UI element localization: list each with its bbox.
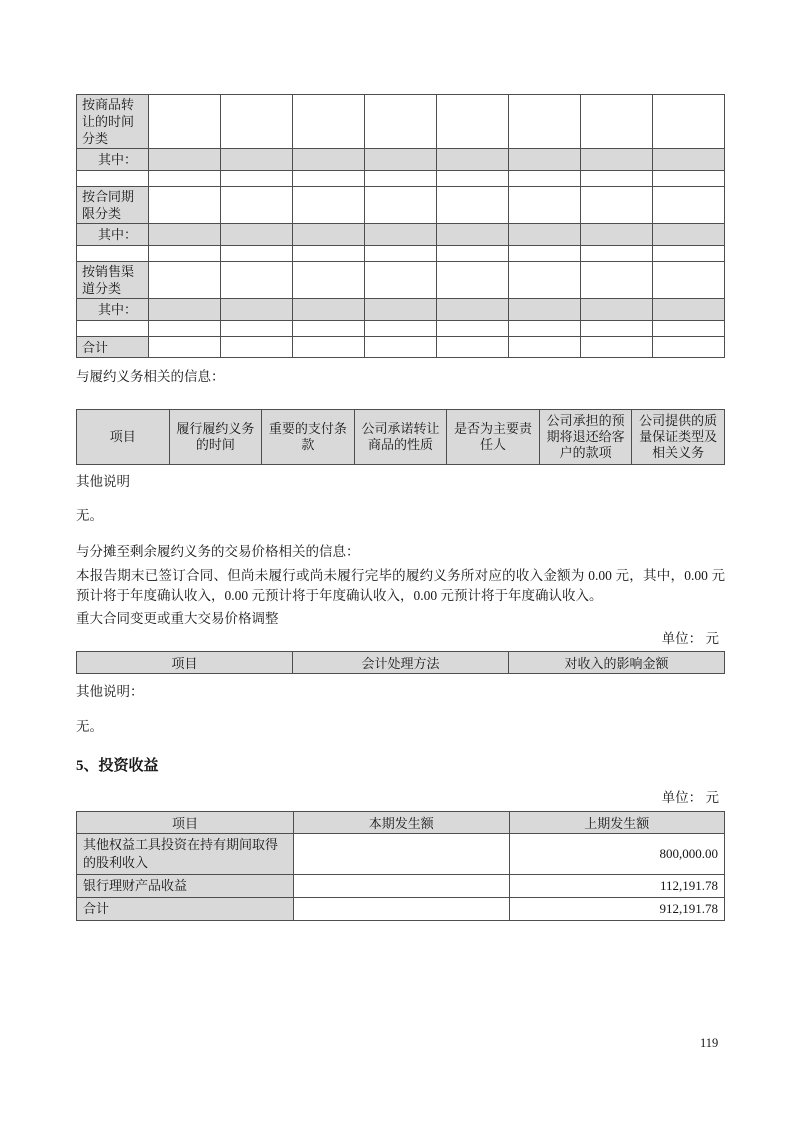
row-label-cell: 其中： <box>77 149 149 171</box>
current-amount-cell <box>294 834 510 875</box>
row-label-cell: 其中： <box>77 224 149 246</box>
empty-value-cell <box>221 224 293 246</box>
empty-value-cell <box>293 171 365 187</box>
empty-value-cell <box>509 187 581 224</box>
current-amount-cell <box>294 875 510 898</box>
row-label-cell <box>77 246 149 262</box>
empty-value-cell <box>653 95 725 149</box>
empty-value-cell <box>437 299 509 321</box>
row-label-cell: 按销售渠道分类 <box>77 262 149 299</box>
table-header-row <box>77 652 725 674</box>
empty-value-cell <box>149 149 221 171</box>
empty-value-cell <box>221 95 293 149</box>
empty-value-cell <box>293 187 365 224</box>
header-cell: 上期发生额 <box>509 812 725 834</box>
empty-value-cell <box>653 149 725 171</box>
price-adjustment-table <box>76 651 725 674</box>
empty-value-cell <box>221 299 293 321</box>
header-cell: 项目 <box>77 410 170 465</box>
table-header-row <box>77 410 725 465</box>
empty-value-cell <box>509 171 581 187</box>
empty-value-cell <box>437 224 509 246</box>
empty-value-cell <box>221 262 293 299</box>
current-amount-cell <box>294 898 510 921</box>
empty-value-cell <box>581 262 653 299</box>
empty-value-cell <box>149 246 221 262</box>
row-label-cell: 其中： <box>77 299 149 321</box>
table-row <box>77 171 725 187</box>
revenue-classification-table-body <box>77 95 725 358</box>
table-row <box>77 875 725 898</box>
empty-value-cell <box>581 171 653 187</box>
empty-value-cell <box>509 95 581 149</box>
table-row <box>77 299 725 321</box>
empty-value-cell <box>149 95 221 149</box>
table-row <box>77 187 725 224</box>
empty-value-cell <box>149 262 221 299</box>
none-text: 无。 <box>76 508 103 523</box>
revenue-classification-table <box>76 94 725 358</box>
empty-value-cell <box>293 337 365 358</box>
header-cell: 项目 <box>77 652 293 674</box>
empty-value-cell <box>365 187 437 224</box>
table-row <box>77 95 725 149</box>
empty-value-cell <box>149 321 221 337</box>
empty-value-cell <box>293 149 365 171</box>
empty-value-cell <box>221 149 293 171</box>
empty-value-cell <box>437 337 509 358</box>
empty-value-cell <box>509 246 581 262</box>
empty-value-cell <box>509 262 581 299</box>
empty-value-cell <box>653 246 725 262</box>
empty-value-cell <box>509 299 581 321</box>
empty-value-cell <box>293 299 365 321</box>
empty-value-cell <box>149 299 221 321</box>
header-cell: 公司提供的质量保证类型及相关义务 <box>632 410 725 465</box>
empty-value-cell <box>581 149 653 171</box>
header-cell: 公司承担的预期将退还给客户的款项 <box>539 410 632 465</box>
empty-value-cell <box>365 299 437 321</box>
table-row <box>77 246 725 262</box>
prior-amount-cell: 112,191.78 <box>509 875 725 898</box>
performance-obligation-table <box>76 409 725 465</box>
table-row <box>77 321 725 337</box>
header-cell: 公司承诺转让商品的性质 <box>354 410 447 465</box>
page-number: 119 <box>700 1036 719 1050</box>
empty-value-cell <box>437 95 509 149</box>
row-label-cell: 按商品转让的时间分类 <box>77 95 149 149</box>
row-label-cell: 合计 <box>77 337 149 358</box>
empty-value-cell <box>149 187 221 224</box>
header-cell: 会计处理方法 <box>293 652 509 674</box>
item-cell: 合计 <box>77 898 294 921</box>
empty-value-cell <box>437 262 509 299</box>
header-cell: 是否为主要责任人 <box>447 410 540 465</box>
header-cell: 本期发生额 <box>294 812 510 834</box>
empty-value-cell <box>293 321 365 337</box>
empty-value-cell <box>653 224 725 246</box>
empty-value-cell <box>509 224 581 246</box>
unit-label: 单位： 元 <box>661 790 719 805</box>
empty-value-cell <box>149 337 221 358</box>
none-text: 无。 <box>76 719 103 734</box>
header-cell: 对收入的影响金额 <box>509 652 725 674</box>
table-row <box>77 898 725 921</box>
other-note-title: 其他说明 <box>76 474 130 489</box>
empty-value-cell <box>365 171 437 187</box>
empty-value-cell <box>581 224 653 246</box>
header-cell: 履行履约义务的时间 <box>169 410 262 465</box>
empty-value-cell <box>509 337 581 358</box>
empty-value-cell <box>221 246 293 262</box>
row-label-cell: 按合同期限分类 <box>77 187 149 224</box>
empty-value-cell <box>653 187 725 224</box>
remaining-obligation-paragraph: 本报告期末已签订合同、但尚未履行或尚未履行完毕的履约义务所对应的收入金额为 0.00 元，其中，0.00 元预计将于年度确认收入，0.00 元预计将于年度确认收入，0.00 元预计将于年度确认收入。 <box>76 568 725 603</box>
page-content <box>76 0 725 921</box>
table-row <box>77 224 725 246</box>
empty-value-cell <box>653 337 725 358</box>
empty-value-cell <box>581 95 653 149</box>
empty-value-cell <box>365 262 437 299</box>
empty-value-cell <box>365 149 437 171</box>
section-heading-investment-income: 5、投资收益 <box>76 758 159 774</box>
prior-amount-cell: 912,191.78 <box>509 898 725 921</box>
empty-value-cell <box>653 299 725 321</box>
empty-value-cell <box>365 337 437 358</box>
empty-value-cell <box>293 262 365 299</box>
table-row <box>77 262 725 299</box>
empty-value-cell <box>437 187 509 224</box>
table-row <box>77 337 725 358</box>
empty-value-cell <box>437 149 509 171</box>
empty-value-cell <box>293 246 365 262</box>
empty-value-cell <box>149 171 221 187</box>
investment-income-table <box>76 811 725 921</box>
empty-value-cell <box>581 187 653 224</box>
obligation-info-title: 与履约义务相关的信息： <box>76 369 225 384</box>
empty-value-cell <box>293 95 365 149</box>
major-contract-title: 重大合同变更或重大交易价格调整 <box>76 611 279 626</box>
item-cell: 其他权益工具投资在持有期间取得的股利收入 <box>77 834 294 875</box>
empty-value-cell <box>221 171 293 187</box>
empty-value-cell <box>437 246 509 262</box>
empty-value-cell <box>437 171 509 187</box>
empty-value-cell <box>365 224 437 246</box>
header-cell: 重要的支付条款 <box>262 410 355 465</box>
empty-value-cell <box>221 337 293 358</box>
empty-value-cell <box>365 246 437 262</box>
empty-value-cell <box>653 171 725 187</box>
remaining-obligation-title: 与分摊至剩余履约义务的交易价格相关的信息： <box>76 544 360 559</box>
empty-value-cell <box>365 95 437 149</box>
other-note-title: 其他说明： <box>76 684 144 699</box>
empty-value-cell <box>221 187 293 224</box>
item-cell: 银行理财产品收益 <box>77 875 294 898</box>
empty-value-cell <box>293 224 365 246</box>
empty-value-cell <box>509 321 581 337</box>
empty-value-cell <box>437 321 509 337</box>
empty-value-cell <box>653 321 725 337</box>
empty-value-cell <box>581 337 653 358</box>
table-row <box>77 834 725 875</box>
empty-value-cell <box>221 321 293 337</box>
empty-value-cell <box>581 299 653 321</box>
empty-value-cell <box>653 262 725 299</box>
empty-value-cell <box>581 321 653 337</box>
prior-amount-cell: 800,000.00 <box>509 834 725 875</box>
empty-value-cell <box>365 321 437 337</box>
table-header-row <box>77 812 725 834</box>
row-label-cell <box>77 321 149 337</box>
empty-value-cell <box>149 224 221 246</box>
empty-value-cell <box>581 246 653 262</box>
empty-value-cell <box>509 149 581 171</box>
row-label-cell <box>77 171 149 187</box>
unit-label: 单位： 元 <box>661 631 719 646</box>
table-row <box>77 149 725 171</box>
header-cell: 项目 <box>77 812 294 834</box>
